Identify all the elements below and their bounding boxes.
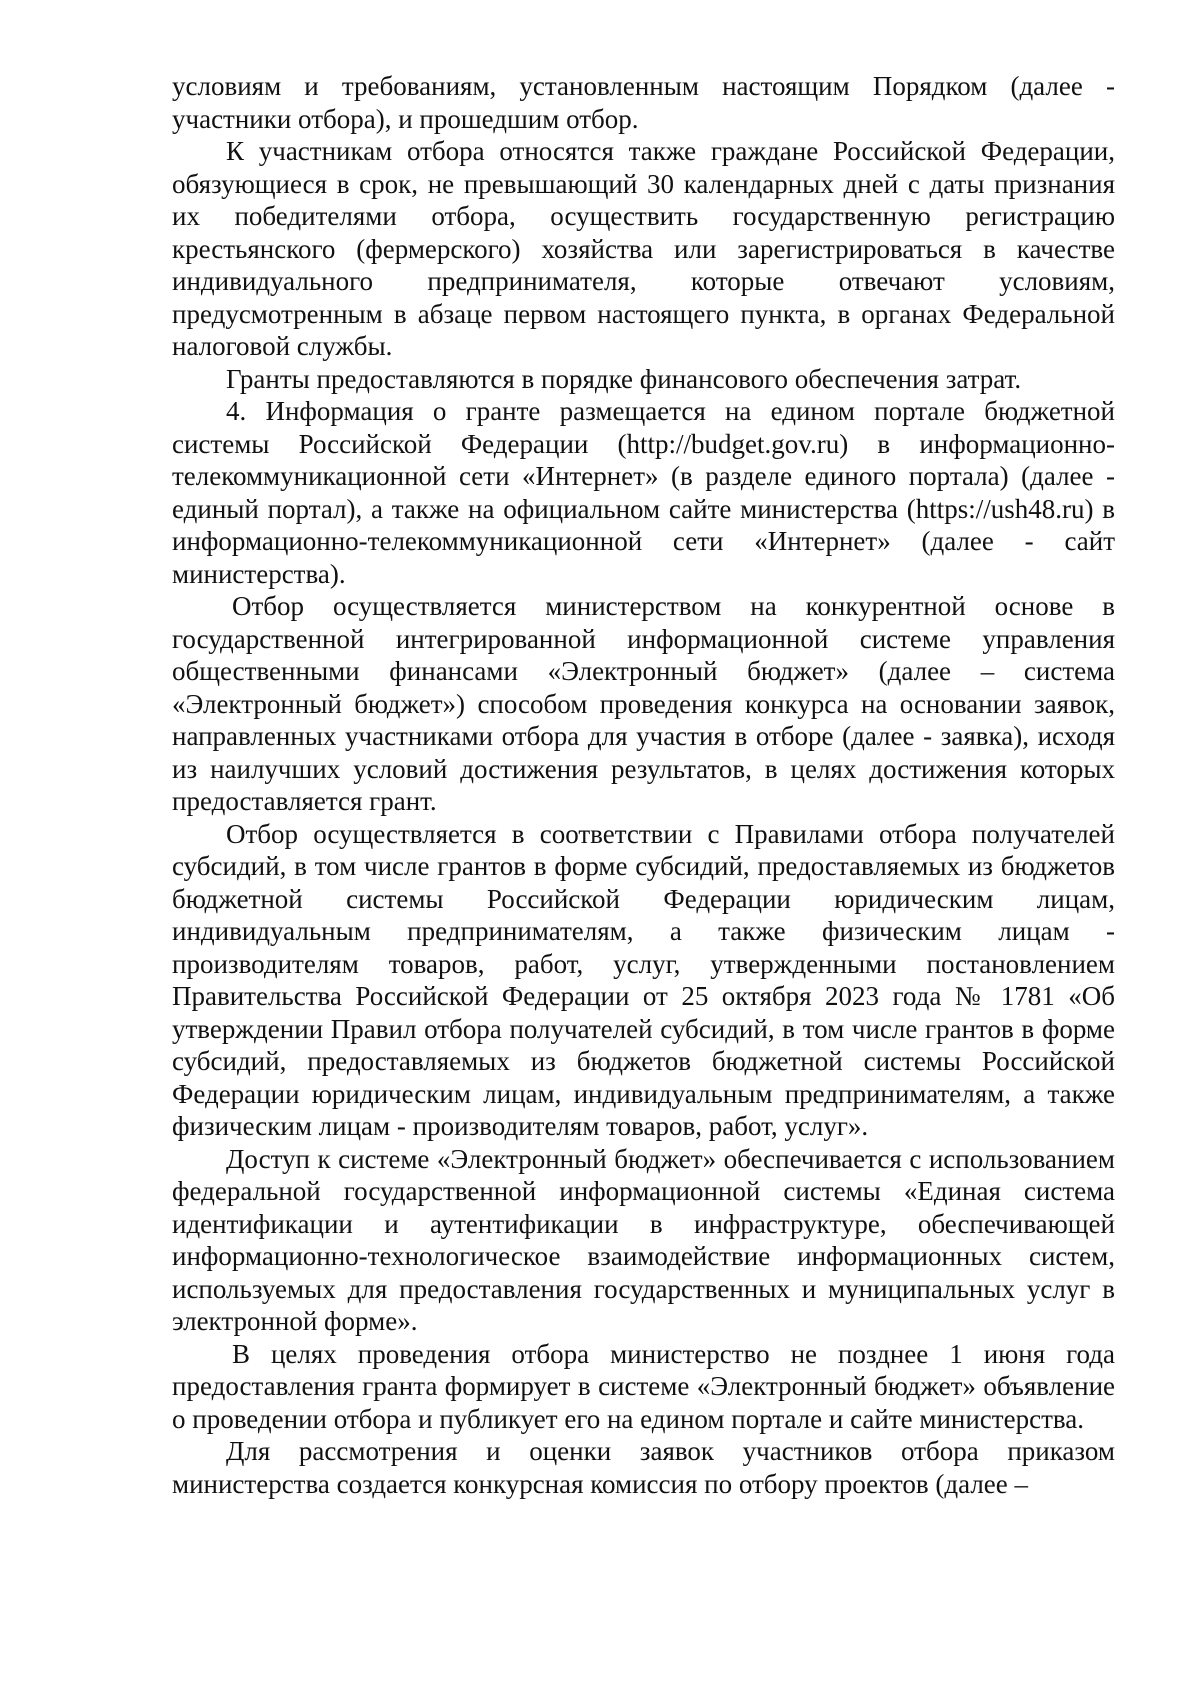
- paragraph-participants-definition: условиям и требованиям, установленным настоящим Порядком (далее - участники отбора), и прошедшим отбор.: [172, 71, 1115, 134]
- document-page: [172, 70, 1115, 1500]
- paragraph-citizen-participants: К участникам отбора относятся также граждане Российской Федерации, обязующиеся в срок, не превышающий 30 календарных дней с даты признания их победителями отбора, осуществить государственную регистрацию крестьянского (фермерского) хозяйства или зарегистрироваться в качестве индивидуального предпринимателя, которые отвечают условиям, предусмотренным в абзаце первом настоящего пункта, в органах Федеральной налоговой службы.: [172, 136, 1115, 361]
- paragraph-announcement: В целях проведения отбора министерство не позднее 1 июня года предоставления гранта формирует в системе «Электронный бюджет» объявление о проведении отбора и публикует его на едином портале и сайте министерства.: [172, 1338, 1115, 1434]
- paragraph-commission: Для рассмотрения и оценки заявок участников отбора приказом министерства создается конкурсная комиссия по отбору проектов (далее –: [172, 1436, 1115, 1499]
- paragraph-selection-electronic-budget: Отбор осуществляется министерством на конкурентной основе в государственной интегрированной информационной системе управления общественными финансами «Электронный бюджет» (далее – система «Электронный бюджет») способом проведения конкурса на основании заявок, направленных участниками отбора для участия в отборе (далее - заявка), исходя из наилучших условий достижения результатов, в целях достижения которых предоставляется грант.: [172, 591, 1115, 816]
- paragraph-system-access: Доступ к системе «Электронный бюджет» обеспечивается с использованием федеральной государственной информационной системы «Единая система идентификации и аутентификации в инфраструктуре, обеспечивающей информационно-технологическое взаимодействие информационных систем, используемых для предоставления государственных и муниципальных услуг в электронной форме».: [172, 1143, 1115, 1336]
- paragraph-selection-rules: Отбор осуществляется в соответствии с Правилами отбора получателей субсидий, в том числе грантов в форме субсидий, предоставляемых из бюджетов бюджетной системы Российской Федерации юридическим лицам, индивидуальным предпринимателям, а также физическим лицам - производителям товаров, работ, услуг, утвержденными постановлением Правительства Российской Федерации от 25 октября 2023 года № 1781 «Об утверждении Правил отбора получателей субсидий, в том числе грантов в форме субсидий, предоставляемых из бюджетов бюджетной системы Российской Федерации юридическим лицам, индивидуальным предпринимателям, а также физическим лицам - производителям товаров, работ, услуг».: [172, 818, 1115, 1141]
- paragraph-section-4-information: 4. Информация о гранте размещается на едином портале бюджетной системы Российской Федерации (http://budget.gov.ru) в информационно-телекоммуникационной сети «Интернет» (в разделе единого портала) (далее - единый портал), а также на официальном сайте министерства (https://ush48.ru) в информационно-телекоммуникационной сети «Интернет» (далее - сайт министерства).: [172, 396, 1115, 589]
- paragraph-grant-financing: Гранты предоставляются в порядке финансового обеспечения затрат.: [226, 363, 1022, 394]
